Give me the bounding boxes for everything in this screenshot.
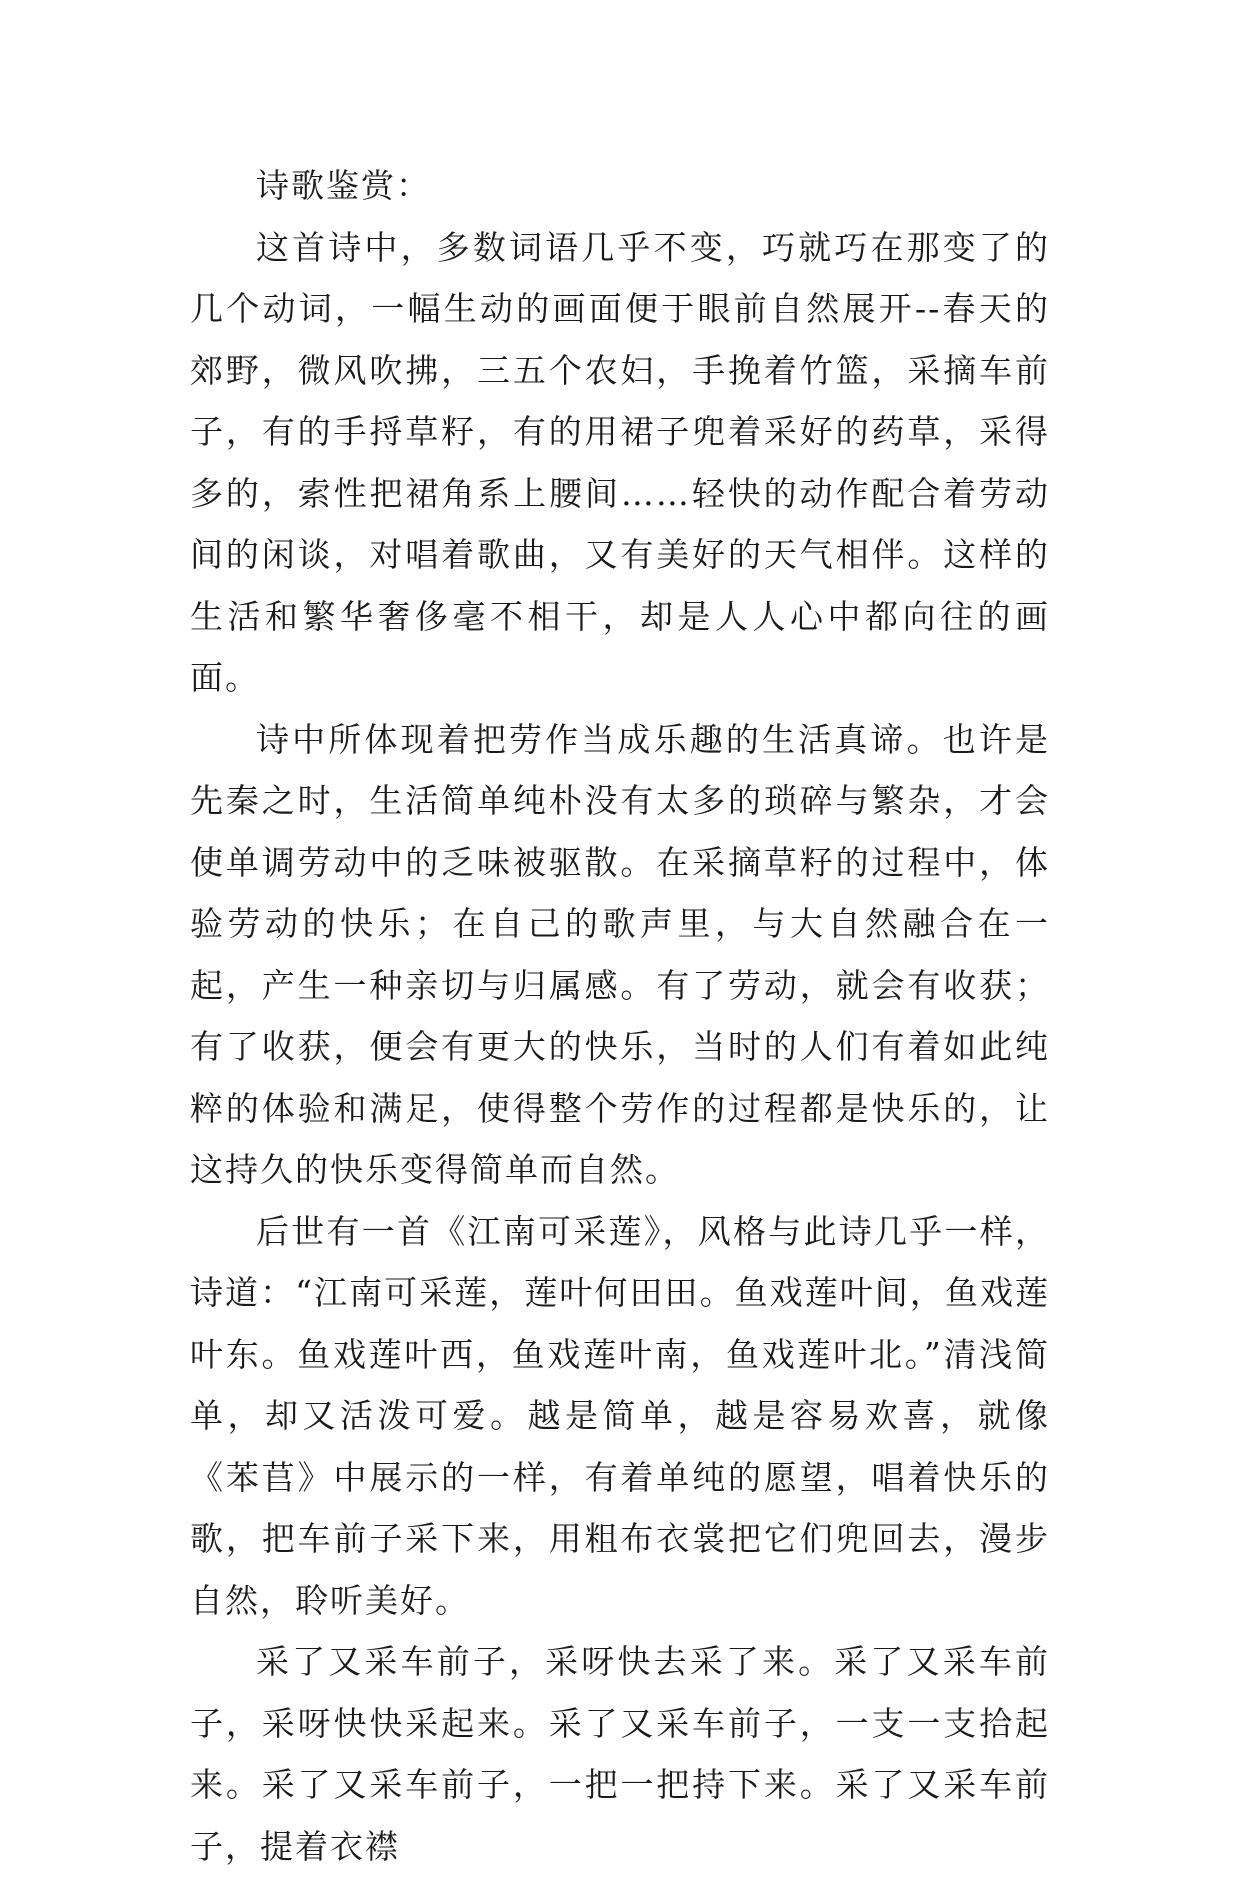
paragraph-4: 采了又采车前子，采呀快去采了来。采了又采车前子，采呀快快采起来。采了又采车前子，一支一支拾起来。采了又采车前子，一把一把持下来。采了又采车前子，提着衣襟: [190, 1642, 1050, 1866]
paragraph-1: 这首诗中，多数词语几乎不变，巧就巧在那变了的几个动词，一幅生动的画面便于眼前自然展开--春天的郊野，微风吹拂，三五个农妇，手挽着竹篮，采摘车前子，有的手捋草籽，有的用裙子兜着采好的药草，采得多的，索性把裙角系上腰间……轻快的动作配合着劳动间的闲谈，对唱着歌曲，又有美好的天气相伴。这样的生活和繁华奢侈毫不相干，却是人人心中都向往的画面。: [190, 227, 1050, 697]
section-heading: 诗歌鉴赏：: [256, 166, 431, 205]
document-body: [190, 155, 1050, 1877]
paragraph-3: 后世有一首《江南可采莲》，风格与此诗几乎一样，诗道：“江南可采莲，莲叶何田田。鱼戏莲叶间，鱼戏莲叶东。鱼戏莲叶西，鱼戏莲叶南，鱼戏莲叶北。”清浅简单，却又活泼可爱。越是简单，越是容易欢喜，就像《苯苢》中展示的一样，有着单纯的愿望，唱着快乐的歌，把车前子采下来，用粗布衣裳把它们兜回去，漫步自然，聆听美好。: [190, 1211, 1050, 1620]
paragraph-2: 诗中所体现着把劳作当成乐趣的生活真谛。也许是先秦之时，生活简单纯朴没有太多的琐碎与繁杂，才会使单调劳动中的乏味被驱散。在采摘草籽的过程中，体验劳动的快乐；在自己的歌声里，与大自然融合在一起，产生一种亲切与归属感。有了劳动，就会有收获；有了收获，便会有更大的快乐，当时的人们有着如此纯粹的体验和满足，使得整个劳作的过程都是快乐的，让这持久的快乐变得简单而自然。: [190, 719, 1050, 1189]
